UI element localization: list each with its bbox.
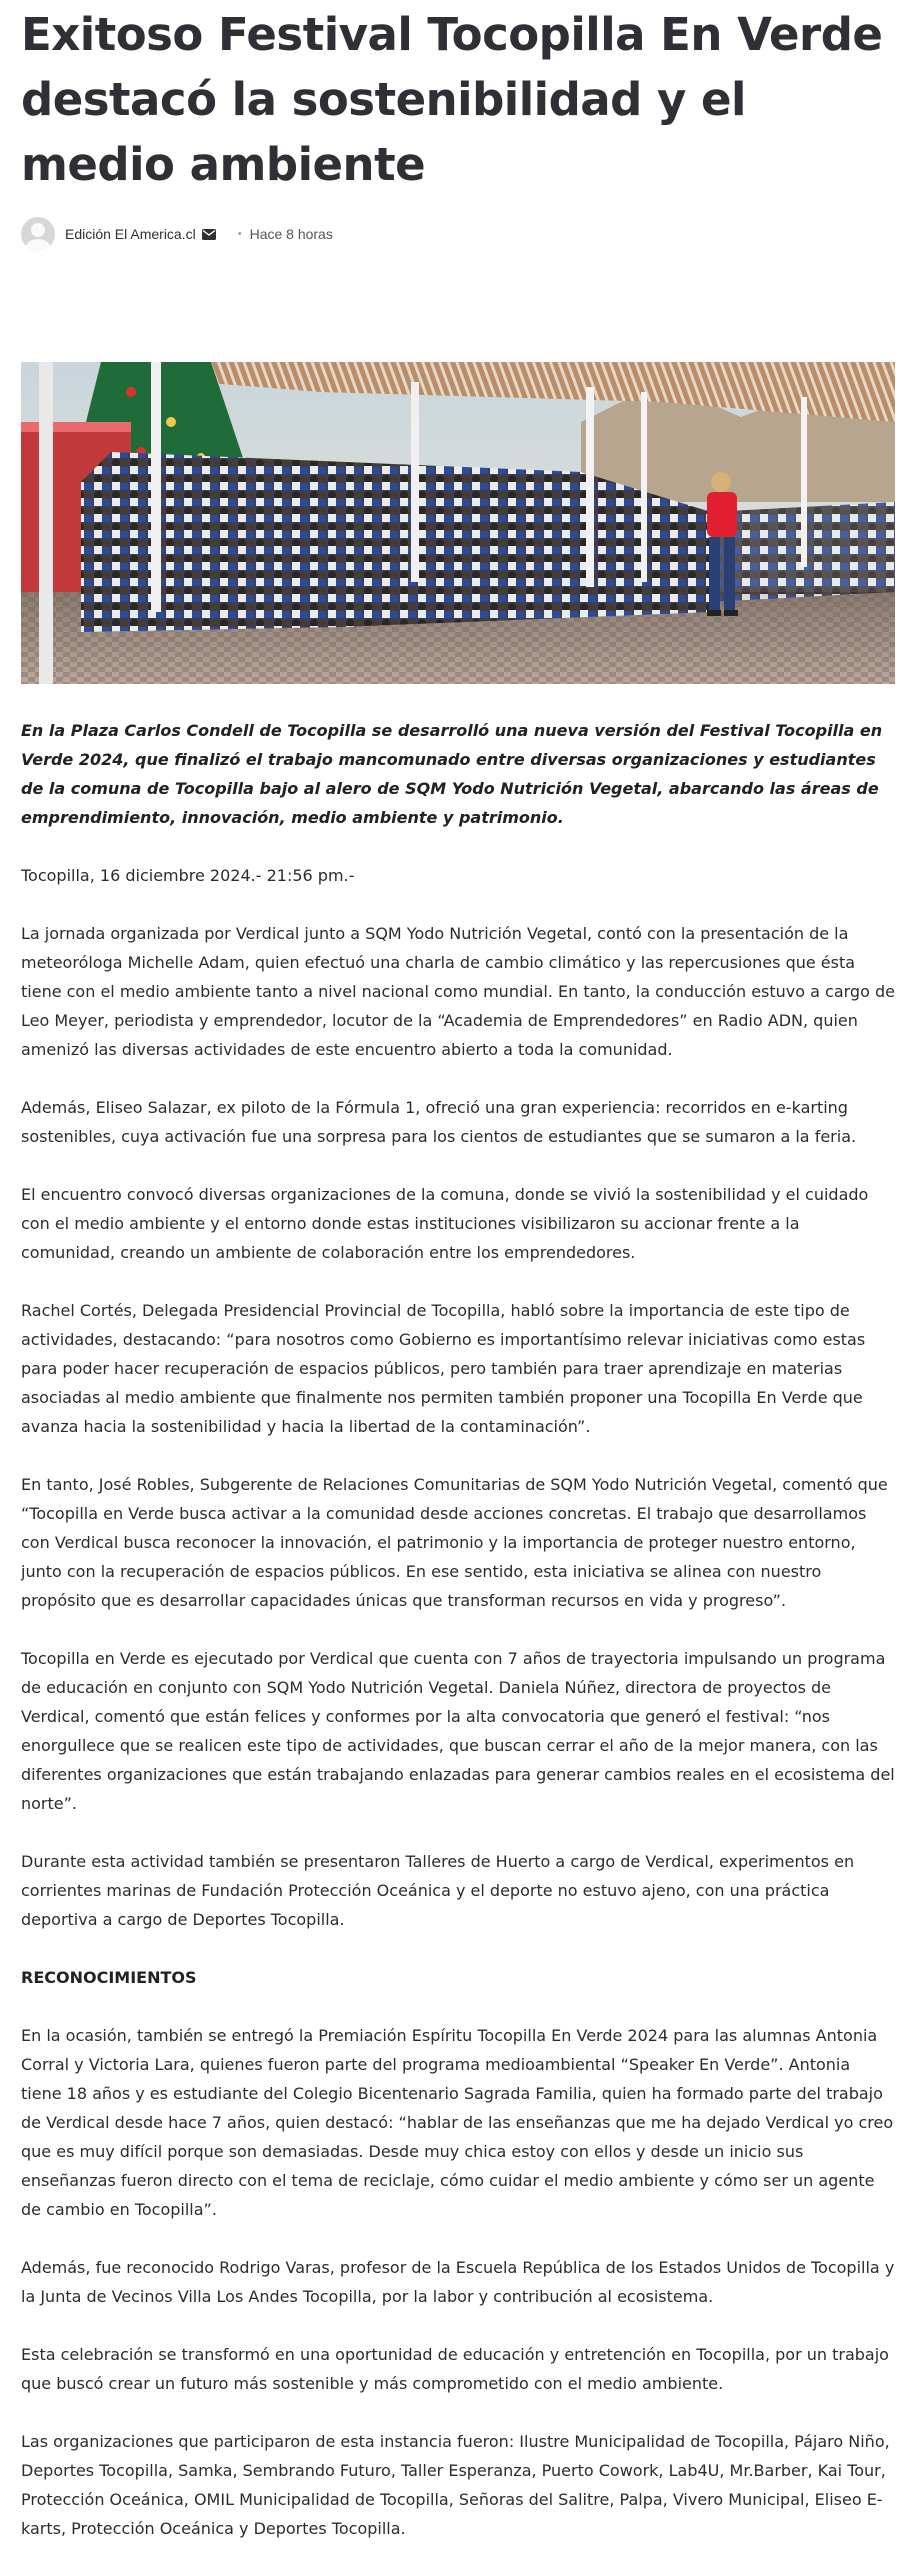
paragraph: Las organizaciones que participaron de esta instancia fueron: Ilustre Municipalidad de Tocopilla, Pájaro Niño, Deportes Tocopilla, Samka, Sembrando Futuro, Taller Esperanza, Puerto Cowork, Lab4U, Mr.Barber, Kai Tour, Protección Oceánica, OMIL Municipalidad de Tocopilla, Señoras del Salitre, Palpa, Vivero Municipal, Eliseo E-karts, Protección Oceánica y Deportes Tocopilla. — [21, 2432, 890, 2538]
hero-image — [21, 362, 895, 684]
paragraph: Además, Eliseo Salazar, ex piloto de la Fórmula 1, ofreció una gran experiencia: recorridos en e-karting sostenibles, cuya activación fue una sorpresa para los cientos de estudiantes que se sumaron a la feria. — [21, 1098, 857, 1146]
publish-time: Hace 8 horas — [249, 226, 333, 242]
article-dateline: Tocopilla, 16 diciembre 2024.- 21:56 pm.- — [21, 866, 355, 885]
author-avatar[interactable] — [21, 217, 55, 251]
paragraph: Rachel Cortés, Delegada Presidencial Provincial de Tocopilla, habló sobre la importancia de este tipo de actividades, destacando: “para nosotros como Gobierno es importantísimo relevar iniciativas como estas para poder hacer recuperación de espacios públicos, pero también para traer aprendizaje en materias asociadas al medio ambiente que finalmente nos permiten también proponer una Tocopilla En Verde que avanza hacia la sostenibilidad y hacia la libertad de la contaminación”. — [21, 1301, 866, 1436]
paragraph: El encuentro convocó diversas organizaciones de la comuna, donde se vivió la sostenibilidad y el cuidado con el medio ambiente y el entorno donde estas instituciones visibilizaron su accionar frente a la comunidad, creando un ambiente de colaboración entre los emprendedores. — [21, 1185, 869, 1262]
paragraph: La jornada organizada por Verdical junto a SQM Yodo Nutrición Vegetal, contó con la presentación de la meteoróloga Michelle Adam, quien efectuó una charla de cambio climático y las repercusiones que ésta tiene con el medio ambiente tanto a nivel nacional como mundial. En tanto, la conducción estuvo a cargo de Leo Meyer, periodista y emprendedor, locutor de la “Academia de Emprendedores” en Radio ADN, quien amenizó las diversas actividades de este encuentro abierto a toda la comunidad. — [21, 924, 895, 1059]
paragraph: Esta celebración se transformó en una oportunidad de educación y entretención en Tocopilla, por un trabajo que buscó crear un futuro más sostenible y más comprometido con el medio ambiente. — [21, 2345, 889, 2393]
envelope-icon[interactable] — [202, 229, 216, 240]
avatar-body-shape — [25, 239, 51, 251]
paragraph: En la ocasión, también se entregó la Premiación Espíritu Tocopilla En Verde 2024 para las alumnas Antonia Corral y Victoria Lara, quienes fueron parte del programa medioambiental “Speaker En Verde”. Antonia tiene 18 años y es estudiante del Colegio Bicentenario Sagrada Familia, quien ha formado parte del trabajo de Verdical desde hace 7 años, quien destacó: “hablar de las enseñanzas que me ha dejado Verdical yo creo que es muy difícil porque son demasiadas. Desde muy chica estoy con ellos y desde un inicio sus enseñanzas fueron directo con el tema de reciclaje, cómo cuidar el medio ambiente y cómo ser un agente de cambio en Tocopilla”. — [21, 2026, 894, 2219]
paragraph: Tocopilla en Verde es ejecutado por Verdical que cuenta con 7 años de trayectoria impulsando un programa de educación en conjunto con SQM Yodo Nutrición Vegetal. Daniela Núñez, directora de proyectos de Verdical, comentó que están felices y conformes por la alta convocatoria que generó el festival: “nos enorgullece que se realicen este tipo de actividades, que buscan cerrar el año de la mejor manera, con las diferentes organizaciones que están trabajando enlazadas para generar cambios reales en el ecosistema del norte”. — [21, 1649, 895, 1813]
article-meta — [21, 216, 895, 252]
article — [21, 0, 895, 2572]
paragraph: Durante esta actividad también se presentaron Talleres de Huerto a cargo de Verdical, experimentos en corrientes marinas de Fundación Protección Oceánica y el deporte no estuvo ajeno, con una práctica deportiva a cargo de Deportes Tocopilla. — [21, 1852, 855, 1929]
paragraph: Además, fue reconocido Rodrigo Varas, profesor de la Escuela República de los Estados Unidos de Tocopilla y la Junta de Vecinos Villa Los Andes Tocopilla, por la labor y contribución al ecosistema. — [21, 2258, 895, 2306]
article-body — [21, 716, 895, 2543]
author-name[interactable]: Edición El America.cl — [65, 226, 196, 242]
article-title: Exitoso Festival Tocopilla En Verde destacó la sostenibilidad y el medio ambiente — [21, 8, 883, 191]
section-heading: RECONOCIMIENTOS — [21, 1968, 197, 1987]
paragraph: En tanto, José Robles, Subgerente de Relaciones Comunitarias de SQM Yodo Nutrición Vegetal, comentó que “Tocopilla en Verde busca activar a la comunidad desde acciones concretas. El trabajo que desarrollamos con Verdical busca reconocer la innovación, el patrimonio y la importancia de proteger nuestro entorno, junto con la recuperación de espacios públicos. En ese sentido, esta iniciativa se alinea con nuestro propósito que es desarrollar capacidades únicas que transforman recursos en vida y progreso”. — [21, 1475, 888, 1610]
meta-separator-dot: • — [237, 228, 242, 240]
article-lead: En la Plaza Carlos Condell de Tocopilla se desarrolló una nueva versión del Festival Tocopilla en Verde 2024, que finalizó el trabajo mancomunado entre diversas organizaciones y estudiantes de la comuna de Tocopilla bajo al alero de SQM Yodo Nutrición Vegetal, abarcando las áreas de emprendimiento, innovación, medio ambiente y patrimonio. — [21, 721, 883, 827]
avatar-head-shape — [31, 223, 45, 237]
